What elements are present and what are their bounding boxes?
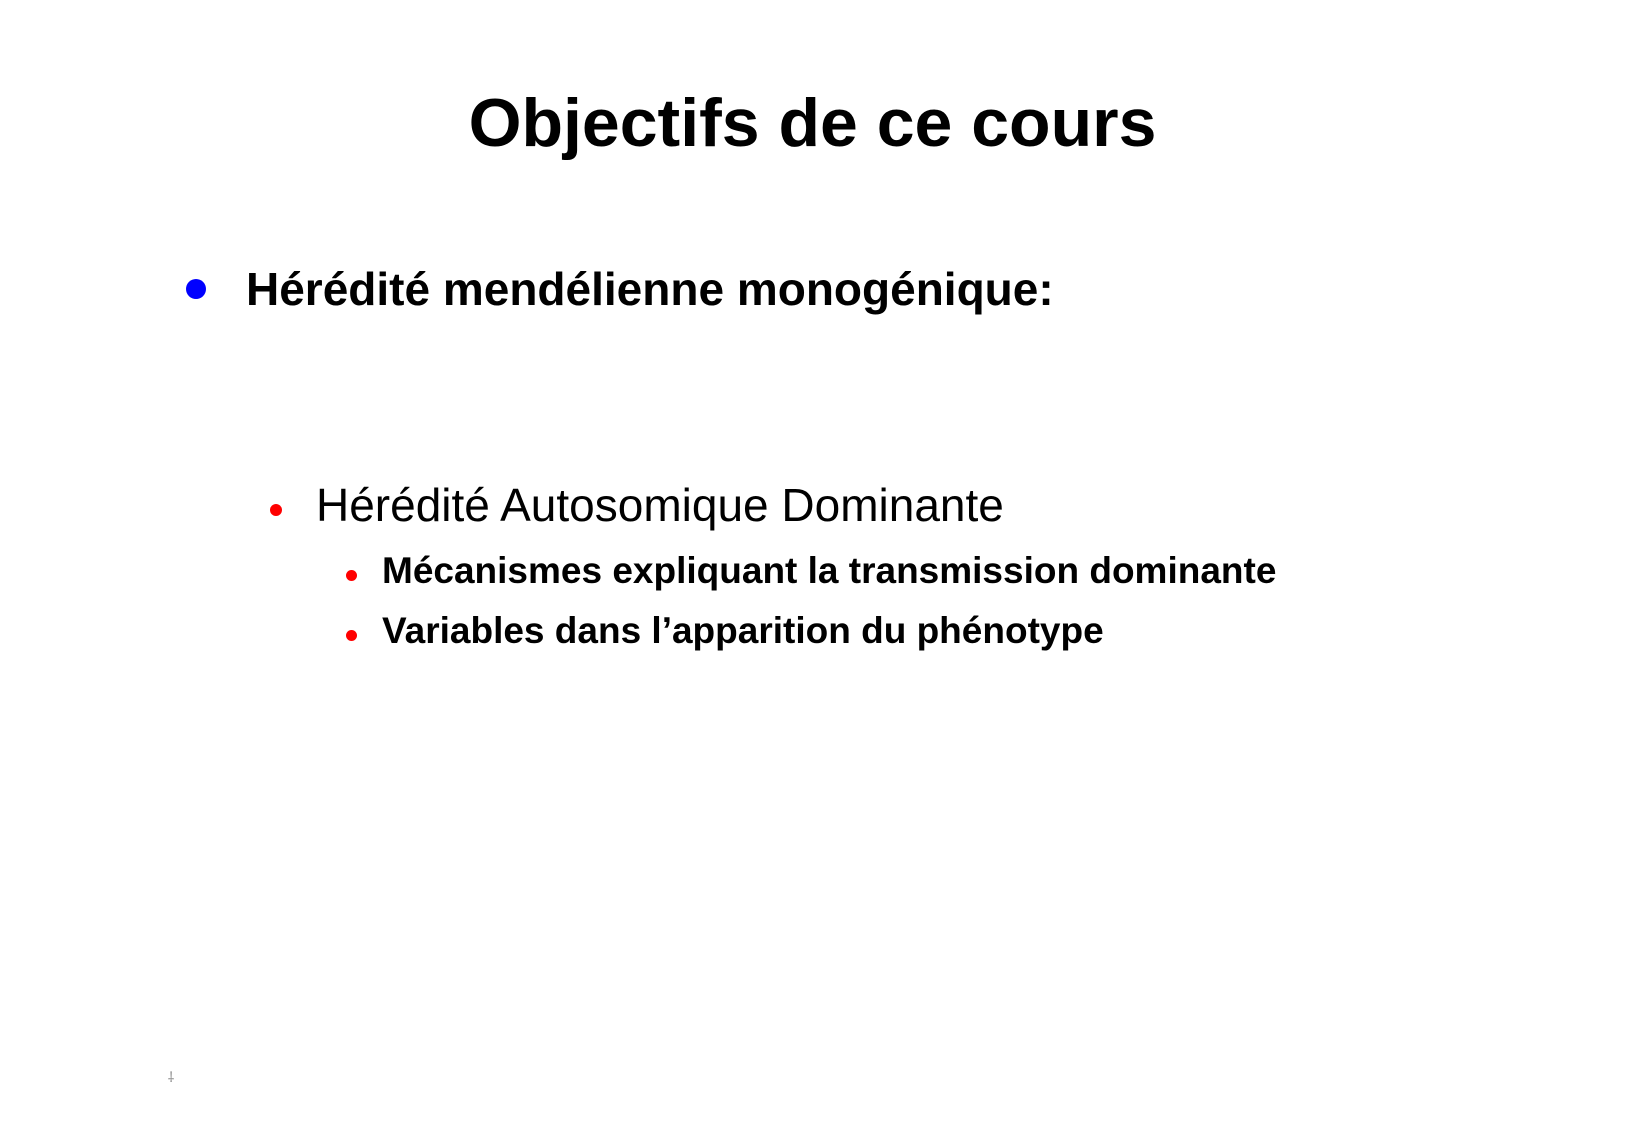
bullet-item-level3 [346,610,1104,652]
footer-mark-icon: ⸸ [167,1069,175,1085]
bullet-text: Mécanismes expliquant la transmission dominante [382,550,1277,591]
bullet-item-level3 [346,550,1276,592]
bullet-item-level1 [186,262,1054,316]
slide-title: Objectifs de ce cours [468,85,1157,161]
bullet-dot-icon [186,279,206,299]
bullet-text: Variables dans l’apparition du phénotype [382,610,1104,651]
bullet-item-level2 [270,478,1004,532]
bullet-dot-icon [346,630,357,641]
bullet-dot-icon [270,504,282,516]
bullet-dot-icon [346,570,357,581]
bullet-text: Hérédité Autosomique Dominante [316,479,1004,531]
bullet-text: Hérédité mendélienne monogénique: [246,263,1054,315]
